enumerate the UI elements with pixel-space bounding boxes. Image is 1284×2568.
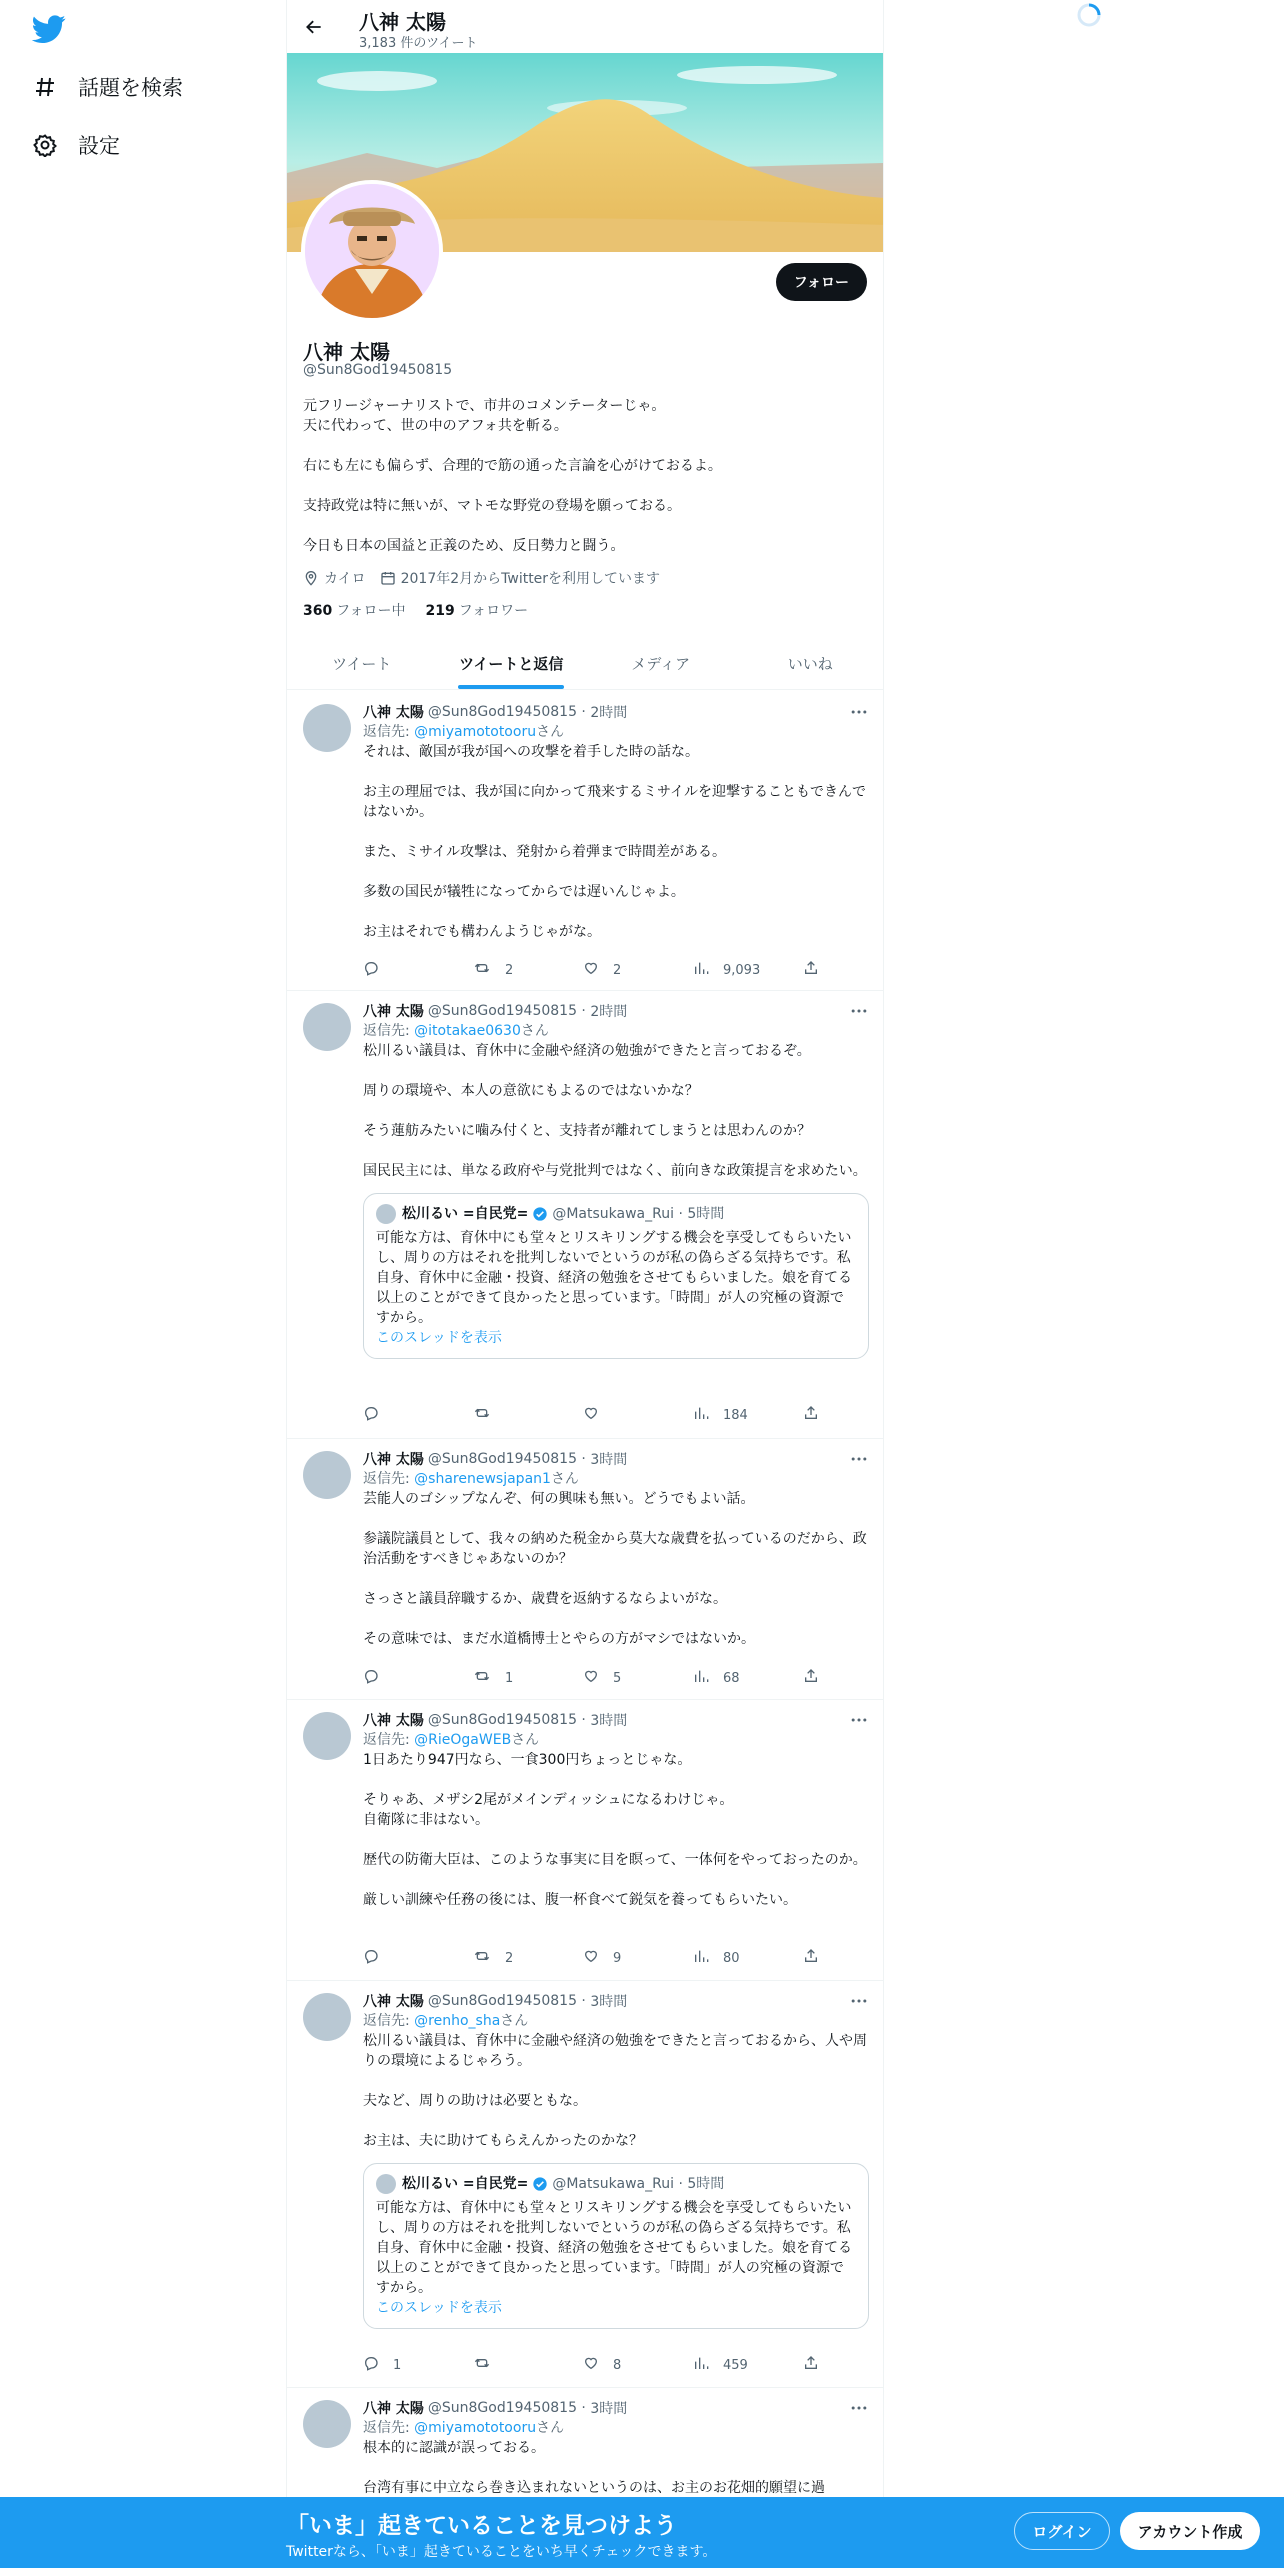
reply-button[interactable]: [363, 1948, 473, 1968]
reply-suffix: さん: [511, 1732, 540, 1748]
like-count: 8: [613, 2357, 622, 2373]
show-thread-link[interactable]: このスレッドを表示: [376, 1330, 502, 1346]
reply-suffix: さん: [500, 2013, 529, 2029]
retweet-icon: [473, 1668, 505, 1688]
retweet-count: 2: [505, 1950, 514, 1966]
tweet-body: [363, 2398, 869, 2498]
tweet-text-paragraph: 夫など、周りの助けは必要ともな。: [363, 2093, 587, 2109]
share-icon: [803, 1668, 833, 1688]
tweet-text: [363, 1489, 869, 1649]
tweet-text-paragraph: 松川るい議員は、育休中に金融や経済の勉強をできたと言っておるから、人や周りの環境によるじゃろう。: [363, 2033, 867, 2069]
following-count: 360: [303, 603, 333, 619]
reply-to-link[interactable]: @itotakae0630: [414, 1023, 521, 1039]
bar-chart-icon: [693, 1405, 723, 1425]
tweet-text-paragraph: 参議院議員として、我々の納めた税金から莫大な歳費を払っているのだから、政治活動をすべきじゃあないのか？: [363, 1531, 867, 1567]
tweet[interactable]: [287, 1439, 884, 1700]
tweet[interactable]: [287, 1700, 884, 1981]
reply-icon: [363, 1948, 393, 1968]
heart-icon: [583, 1948, 613, 1968]
sidebar-item-settings[interactable]: [32, 125, 120, 165]
share-button[interactable]: [803, 1948, 833, 1968]
reply-icon: [363, 1668, 393, 1688]
quoted-author-handle: @Matsukawa_Rui: [552, 2176, 674, 2192]
tweet-actions: [363, 2355, 833, 2375]
verified-badge-icon: [532, 1206, 548, 1222]
tweet-separator: ·: [576, 2400, 591, 2416]
retweet-button[interactable]: [473, 1405, 583, 1425]
like-count: 5: [613, 1670, 622, 1686]
calendar-icon: [380, 570, 396, 586]
view-count: 459: [723, 2357, 748, 2373]
tweet-actions: [363, 1405, 833, 1425]
joined-text: 2017年2月からTwitterを利用しています: [400, 571, 661, 587]
location-text: カイロ: [324, 571, 366, 587]
follow-button[interactable]: フォロー: [776, 263, 867, 301]
share-button[interactable]: [803, 1405, 833, 1425]
share-button[interactable]: [803, 960, 833, 980]
reply-prefix: 返信先:: [363, 1471, 415, 1487]
profile-timeline: [286, 0, 884, 2568]
share-icon: [803, 2355, 833, 2375]
reply-suffix: さん: [536, 2420, 565, 2436]
twitter-bird-icon[interactable]: [32, 12, 66, 46]
tweet-author-handle[interactable]: @Sun8God19450815: [427, 1993, 577, 2009]
followers-link[interactable]: [426, 600, 529, 620]
tweet-text: [363, 2031, 869, 2151]
tweet-text-paragraph: 国民民主には、単なる政府や与党批判ではなく、前向きな政策提言を求めたい。: [363, 1163, 867, 1179]
quoted-tweet[interactable]: [363, 2163, 869, 2329]
quoted-tweet[interactable]: [363, 1193, 869, 1359]
hashtag-icon: [32, 74, 58, 100]
tweet-author-handle[interactable]: @Sun8God19450815: [427, 1003, 577, 1019]
tweet-author-name[interactable]: 八神 太陽: [363, 1004, 424, 1020]
quoted-text: 可能な方は、育休中にも堂々とリスキリングする機会を享受してもらいたいし、周りの方はそれを批判しないでというのが私の偽らざる気持ちです。私自身、育休中に金融・投資、経済の勉強をさせてもらいました。娘を育てる以上のことができて良かったと思っています。「時間」が人の究極の資源ですから。: [376, 2200, 852, 2296]
profile-joined: [380, 568, 660, 588]
tweet-text-paragraph: 周りの環境や、本人の意欲にもよるのではないかな？: [363, 1083, 699, 1099]
verified-badge-icon: [532, 2176, 548, 2192]
loading-spinner-icon: [1076, 2, 1102, 28]
tweet-text-paragraph: お主は、夫に助けてもらえんかったのかな？: [363, 2133, 643, 2149]
tweet-text-paragraph: その意味では、まだ水道橋博士とやらの方がマシではないか。: [363, 1631, 755, 1647]
like-count: 2: [613, 962, 622, 978]
tweet-author-name[interactable]: 八神 太陽: [363, 705, 424, 721]
reply-to-link[interactable]: @miyamototooru: [414, 724, 537, 740]
tweet-author-handle[interactable]: @Sun8God19450815: [427, 704, 577, 720]
like-count: 9: [613, 1950, 622, 1966]
tweet-text-paragraph: お主の理屈では、我が国に向かって飛来するミサイルを迎撃することもできんではないか。: [363, 784, 867, 820]
heart-icon: [583, 1668, 613, 1688]
tweet-text-paragraph: 多数の国民が犠牲になってからでは遅いんじゃよ。: [363, 884, 685, 900]
tweet-author-handle[interactable]: @Sun8God19450815: [427, 1451, 577, 1467]
retweet-count: 1: [505, 1670, 514, 1686]
tweet-time[interactable]: 3時間: [590, 2401, 628, 2417]
tweet-header: [363, 1710, 869, 1730]
tweet-text-paragraph: 芸能人のゴシップなんぞ、何の興味も無い。どうでもよい話。: [363, 1491, 755, 1507]
like-button[interactable]: [583, 1405, 693, 1425]
reply-to-link[interactable]: @RieOgaWEB: [414, 1732, 512, 1748]
bio-paragraph: 支持政党は特に無いが、マトモな野党の登場を願っておる。: [303, 498, 681, 514]
profile-name: 八神 太陽: [303, 340, 390, 364]
active-tab-indicator: [458, 685, 564, 689]
tweet-avatar[interactable]: [303, 1451, 351, 1499]
views-button[interactable]: [693, 960, 803, 980]
quoted-author-handle: @Matsukawa_Rui: [552, 1206, 674, 1222]
tweet-text-paragraph: さっさと議員辞職するか、歳費を返納するならよいがな。: [363, 1591, 727, 1607]
tweet-body: [363, 702, 869, 942]
like-button[interactable]: [583, 1668, 693, 1688]
tweet-text-paragraph: そりゃあ、メザシ2尾がメインディッシュになるわけじゃ。 自衛隊に非はない。: [363, 1792, 734, 1828]
views-button[interactable]: [693, 1405, 803, 1425]
followers-label: フォロワー: [458, 603, 529, 619]
login-button[interactable]: ログイン: [1014, 2512, 1110, 2550]
tweet-separator: ·: [576, 1003, 591, 1019]
header-profile-name: 八神 太陽: [359, 10, 446, 34]
heart-icon: [583, 1405, 613, 1425]
reply-button[interactable]: [363, 1405, 473, 1425]
tweet-author-name[interactable]: 八神 太陽: [363, 1713, 424, 1729]
following-link[interactable]: [303, 600, 406, 620]
reply-prefix: 返信先:: [363, 2420, 415, 2436]
like-button[interactable]: [583, 2355, 693, 2375]
location-pin-icon: [303, 570, 319, 586]
tweet[interactable]: [287, 1981, 884, 2388]
reply-button[interactable]: [363, 960, 473, 980]
reply-count: 1: [393, 2357, 402, 2373]
tweet-body: [363, 1001, 869, 1359]
tweet-text: [363, 742, 869, 942]
sidebar-item-explore[interactable]: [32, 67, 183, 107]
heart-icon: [583, 960, 613, 980]
retweet-button[interactable]: [473, 1948, 583, 1968]
reply-prefix: 返信先:: [363, 1732, 415, 1748]
profile-meta: [303, 568, 674, 588]
tweet-actions: [363, 960, 833, 980]
tweet-header: [363, 1449, 869, 1469]
reply-prefix: 返信先:: [363, 724, 415, 740]
reply-context: [363, 1469, 869, 1489]
quoted-text: 可能な方は、育休中にも堂々とリスキリングする機会を享受してもらいたいし、周りの方はそれを批判しないでというのが私の偽らざる気持ちです。私自身、育休中に金融・投資、経済の勉強をさせてもらいました。娘を育てる以上のことができて良かったと思っています。「時間」が人の究極の資源ですから。: [376, 1230, 852, 1326]
reply-to-link[interactable]: @sharenewsjapan1: [414, 1471, 551, 1487]
tweet-time[interactable]: 2時間: [590, 705, 628, 721]
follow-stats: [303, 600, 548, 620]
tab-label: メディア: [631, 655, 691, 673]
tweet-text-paragraph: 歴代の防衛大臣は、このような事実に目を瞑って、一体何をやっておったのか。: [363, 1852, 867, 1868]
tweet-author-handle[interactable]: @Sun8God19450815: [427, 2400, 577, 2416]
tweet-time[interactable]: 3時間: [590, 1994, 628, 2010]
tweet-avatar[interactable]: [303, 1712, 351, 1760]
reply-context: [363, 722, 869, 742]
view-count: 80: [723, 1950, 740, 1966]
tweet-header: [363, 1001, 869, 1021]
tab-tweets-and-replies[interactable]: [437, 638, 587, 689]
tab-label: ツイートと返信: [459, 655, 564, 673]
retweet-button[interactable]: [473, 1668, 583, 1688]
view-count: 68: [723, 1670, 740, 1686]
reply-icon: [363, 2355, 393, 2375]
tweet-separator: ·: [576, 1712, 591, 1728]
reply-button[interactable]: [363, 1668, 473, 1688]
share-icon: [803, 960, 833, 980]
tab-label: いいね: [787, 655, 833, 673]
tweet-separator: ·: [576, 1451, 591, 1467]
tab-media[interactable]: [586, 638, 736, 689]
tweet-separator: ·: [576, 704, 591, 720]
left-sidebar: [0, 0, 286, 2568]
followers-count: 219: [425, 603, 455, 619]
quoted-author-name: 松川るい =自民党=: [402, 1206, 529, 1222]
retweet-icon: [473, 1948, 505, 1968]
profile-tabs: [287, 638, 884, 690]
heart-icon: [583, 2355, 613, 2375]
views-button[interactable]: [693, 1668, 803, 1688]
tab-label: ツイート: [332, 655, 392, 673]
retweet-button[interactable]: [473, 960, 583, 980]
tweet-text-paragraph: お主はそれでも構わんようじゃがな。: [363, 924, 601, 940]
tweet-time[interactable]: 3時間: [590, 1713, 628, 1729]
sidebar-item-label: 設定: [78, 134, 120, 158]
signup-button[interactable]: アカウント作成: [1120, 2512, 1260, 2550]
signup-banner: [0, 2497, 1284, 2568]
tweet-text-paragraph: 厳しい訓練や任務の後には、腹一杯食べて鋭気を養ってもらいたい。: [363, 1892, 797, 1908]
like-button[interactable]: [583, 1948, 693, 1968]
tweet-text-paragraph: 松川るい議員は、育休中に金融や経済の勉強ができたと言っておるぞ。: [363, 1043, 811, 1059]
header-tweet-count: 3,183 件のツイート: [359, 36, 478, 51]
tweet-text-paragraph: そう蓮舫みたいに噛み付くと、支持者が離れてしまうとは思わんのか？: [363, 1123, 811, 1139]
show-thread-link[interactable]: このスレッドを表示: [376, 2300, 502, 2316]
reply-prefix: 返信先:: [363, 1023, 415, 1039]
quoted-time: 5時間: [687, 1206, 725, 1222]
signup-banner-subtitle: Twitterなら、「いま」起きていることをいち早くチェックできます。: [286, 2544, 717, 2560]
reply-icon: [363, 960, 393, 980]
quoted-avatar: [376, 2174, 396, 2194]
bar-chart-icon: [693, 1668, 723, 1688]
bar-chart-icon: [693, 1948, 723, 1968]
quoted-time: 5時間: [687, 2176, 725, 2192]
bar-chart-icon: [693, 960, 723, 980]
tweet-actions: [363, 1668, 833, 1688]
reply-icon: [363, 1405, 393, 1425]
views-button[interactable]: [693, 1948, 803, 1968]
tweet-header: [363, 702, 869, 722]
share-button[interactable]: [803, 2355, 833, 2375]
back-arrow-icon[interactable]: [299, 12, 329, 42]
retweet-count: 2: [505, 962, 514, 978]
tweet-separator: ·: [576, 1993, 591, 2009]
profile-bio: [303, 396, 869, 576]
sidebar-item-label: 話題を検索: [78, 76, 183, 100]
bio-paragraph: 右にも左にも偏らず、合理的で筋の通った言論を心がけておるよ。: [303, 458, 722, 474]
tweet-author-name[interactable]: 八神 太陽: [363, 1452, 424, 1468]
profile-avatar[interactable]: [301, 180, 443, 322]
view-count: 9,093: [723, 962, 761, 978]
tweet-actions: [363, 1948, 833, 1968]
tweet-body: [363, 1449, 869, 1649]
tweet-time[interactable]: 2時間: [590, 1004, 628, 1020]
tweet-avatar[interactable]: [303, 704, 351, 752]
tweet-text: [363, 1750, 869, 1910]
tweet-text-paragraph: 1日あたり947円なら、一食300円ちょっとじゃな。: [363, 1752, 692, 1768]
retweet-icon: [473, 2355, 505, 2375]
tweet-author-handle[interactable]: @Sun8God19450815: [427, 1712, 577, 1728]
retweet-icon: [473, 960, 505, 980]
tweet-text: [363, 2438, 869, 2498]
tab-tweets[interactable]: [287, 638, 437, 689]
view-count: 184: [723, 1407, 748, 1423]
share-icon: [803, 1948, 833, 1968]
share-button[interactable]: [803, 1668, 833, 1688]
signup-banner-title: 「いま」起きていることを見つけよう: [286, 2513, 677, 2539]
tweet-text: [363, 1041, 869, 1181]
tweet-text-paragraph: それは、敵国が我が国への攻撃を着手した時の話な。: [363, 744, 699, 760]
views-button[interactable]: [693, 2355, 803, 2375]
reply-button[interactable]: [363, 2355, 473, 2375]
reply-to-link[interactable]: @renho_sha: [414, 2013, 501, 2029]
reply-context: [363, 1021, 869, 1041]
quoted-author-name: 松川るい =自民党=: [402, 2176, 529, 2192]
tweet-author-name[interactable]: 八神 太陽: [363, 2401, 424, 2417]
profile-location: [303, 568, 366, 588]
quoted-separator: ·: [674, 1206, 688, 1222]
tweet-body: [363, 1710, 869, 1910]
tweet-text-paragraph: 根本的に認識が誤っておる。: [363, 2440, 545, 2456]
reply-to-link[interactable]: @miyamototooru: [414, 2420, 537, 2436]
tweet[interactable]: [287, 991, 884, 1439]
reply-suffix: さん: [536, 724, 565, 740]
profile-header-bar: [287, 0, 884, 53]
quoted-avatar: [376, 1204, 396, 1224]
tweet-body: [363, 1991, 869, 2329]
tweet-avatar[interactable]: [303, 1003, 351, 1051]
like-button[interactable]: [583, 960, 693, 980]
tab-likes[interactable]: [736, 638, 885, 689]
tweet-author-name[interactable]: 八神 太陽: [363, 1994, 424, 2010]
tweet-header: [363, 1991, 869, 2011]
bio-paragraph: 元フリージャーナリストで、市井のコメンテーターじゃ。 天に代わって、世の中のアフォ共を斬る。: [303, 398, 666, 434]
tweet[interactable]: [287, 692, 884, 991]
tweet-avatar[interactable]: [303, 1993, 351, 2041]
reply-context: [363, 1730, 869, 1750]
retweet-icon: [473, 1405, 505, 1425]
retweet-button[interactable]: [473, 2355, 583, 2375]
bar-chart-icon: [693, 2355, 723, 2375]
reply-suffix: さん: [520, 1023, 549, 1039]
tweet-time[interactable]: 3時間: [590, 1452, 628, 1468]
reply-prefix: 返信先:: [363, 2013, 415, 2029]
reply-context: [363, 2418, 869, 2438]
gear-icon: [32, 132, 58, 158]
reply-suffix: さん: [550, 1471, 579, 1487]
share-icon: [803, 1405, 833, 1425]
tweet-header: [363, 2398, 869, 2418]
bio-paragraph: 今日も日本の国益と正義のため、反日勢力と闘う。: [303, 538, 625, 554]
quoted-separator: ·: [674, 2176, 688, 2192]
tweet-text-paragraph: また、ミサイル攻撃は、発射から着弾まで時間差がある。: [363, 844, 727, 860]
tweet-avatar[interactable]: [303, 2400, 351, 2448]
profile-handle: @Sun8God19450815: [303, 362, 453, 378]
reply-context: [363, 2011, 869, 2031]
tweet-text-paragraph: 台湾有事に中立なら巻き込まれないというのは、お主のお花畑的願望に過: [363, 2480, 825, 2496]
following-label: フォロー中: [336, 603, 406, 619]
